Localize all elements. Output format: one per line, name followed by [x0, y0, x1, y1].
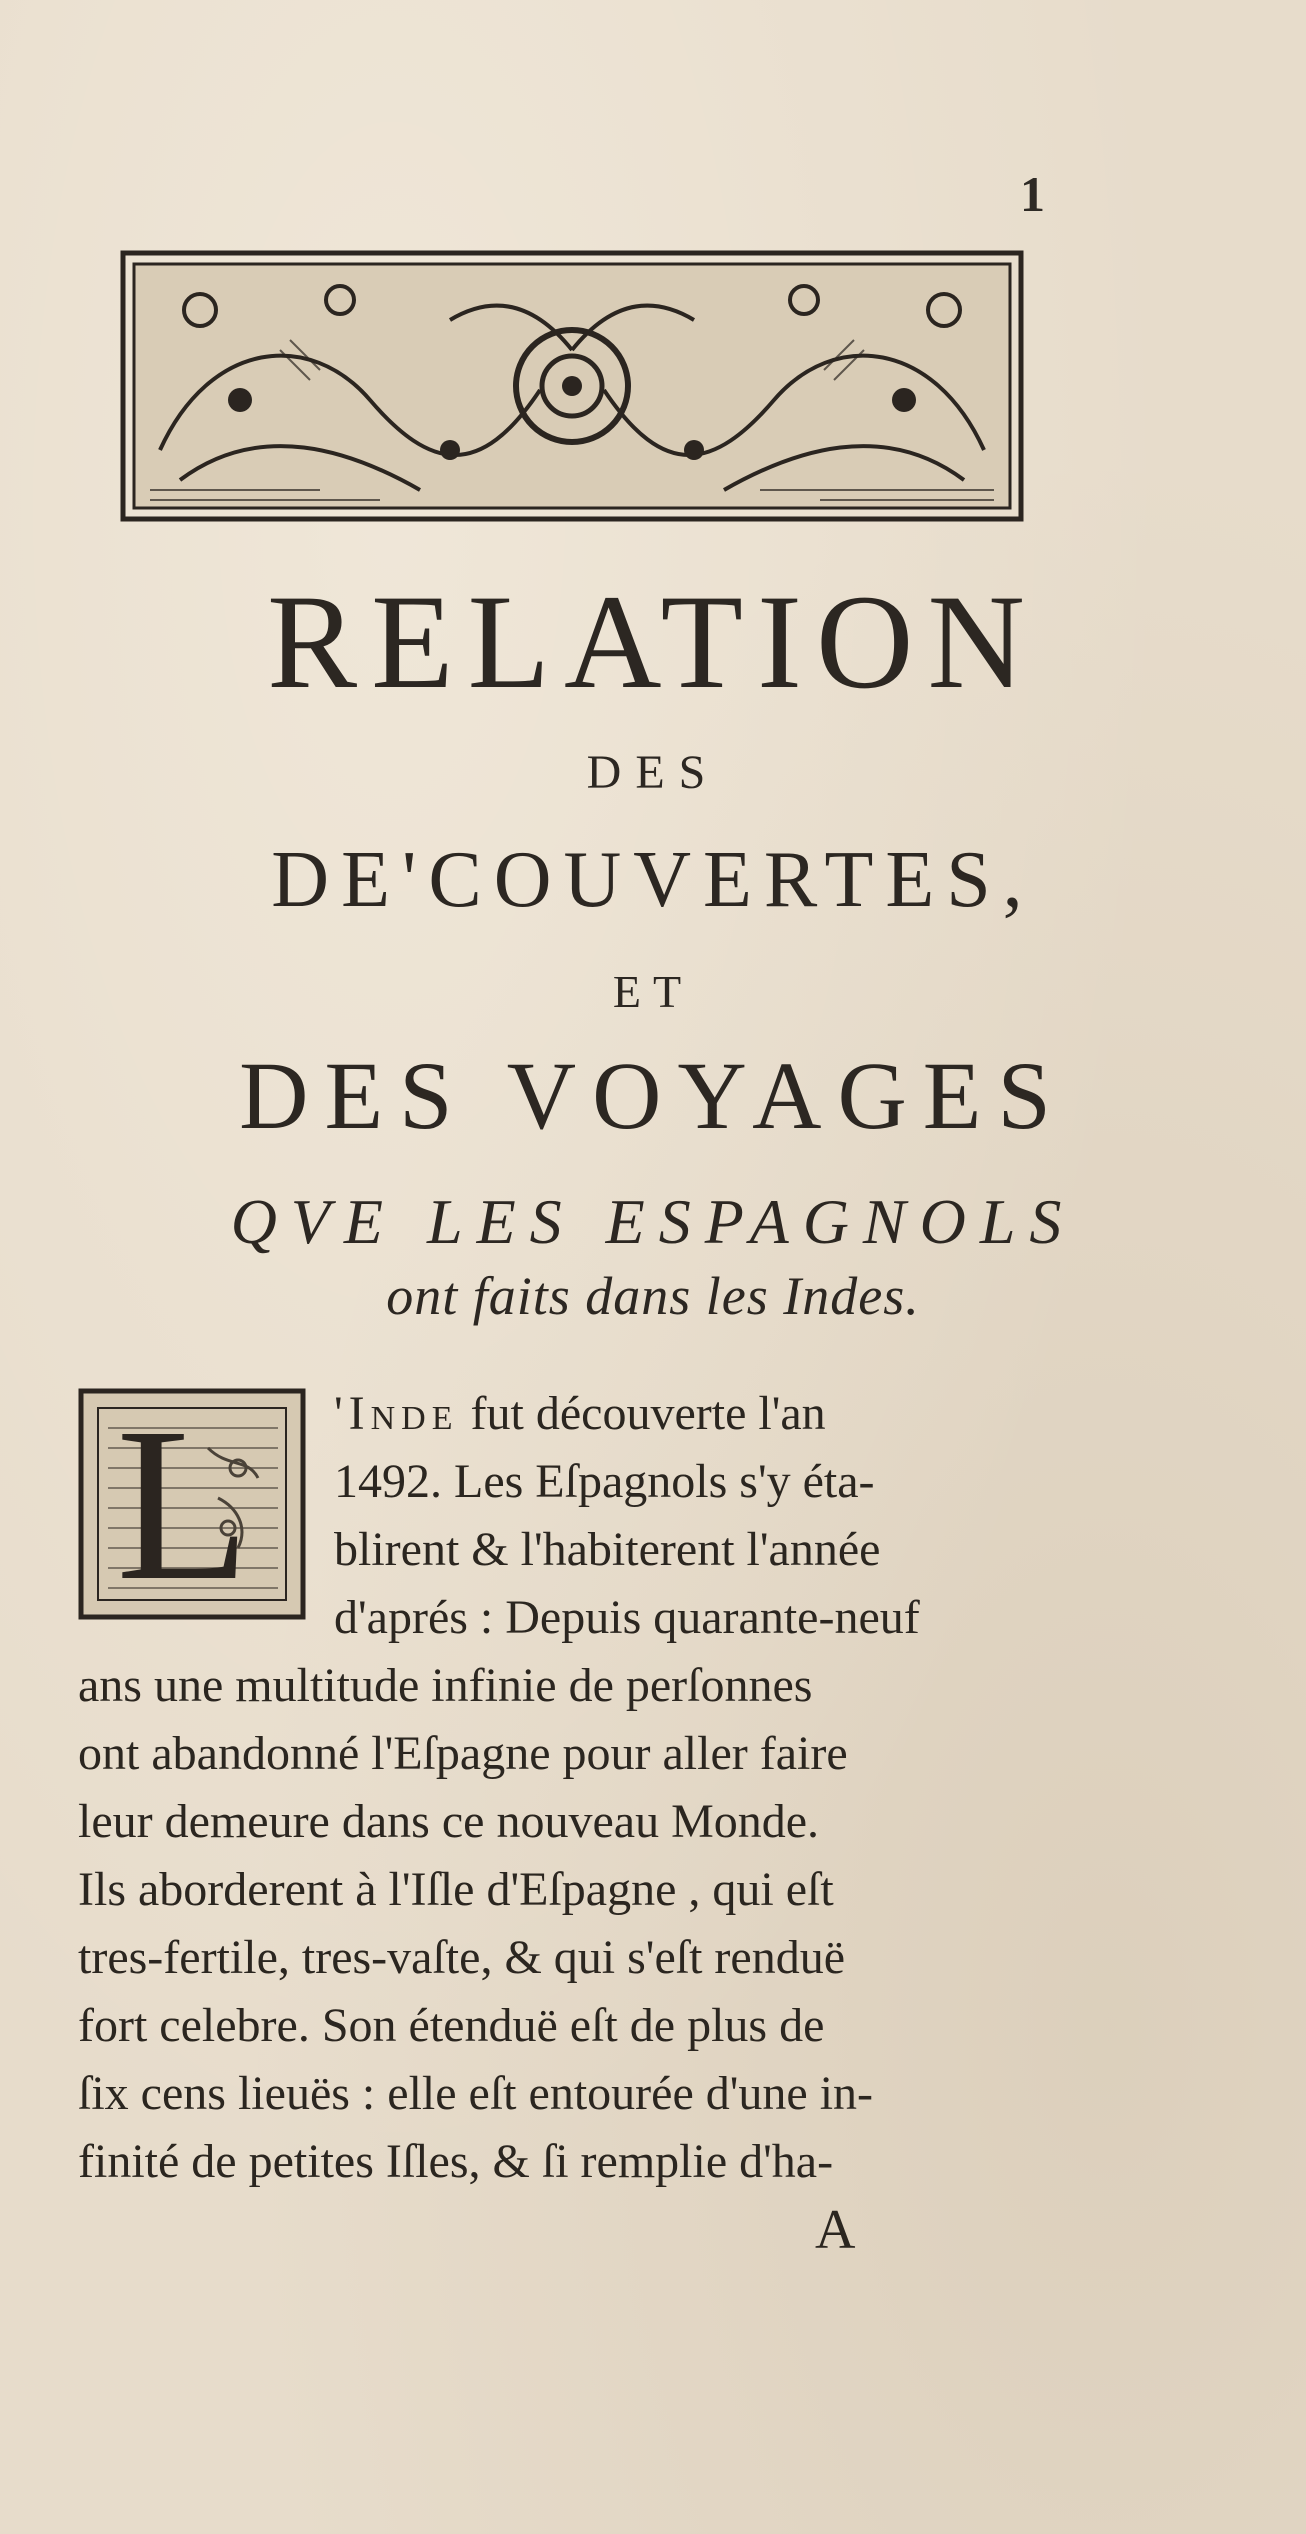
body-line-7: leur demeure dans ce nouveau Monde.	[78, 1795, 820, 1848]
title-que-les-espagnols: QVE LES ESPAGNOLS	[230, 1186, 1076, 1257]
title-decouvertes: DE'COUVERTES,	[271, 836, 1035, 924]
title-ont-faits: ont faits dans les Indes.	[386, 1266, 920, 1326]
title-relation: RELATION	[267, 568, 1039, 717]
body-first-word: 'Inde	[334, 1387, 459, 1440]
body-line-10: fort celebre. Son étenduë eſt de plus de	[78, 1999, 825, 2052]
body-line-11: ſix cens lieuës : elle eſt entourée d'une in-	[78, 2067, 874, 2120]
drop-cap	[78, 1382, 306, 1626]
drop-cap-letter: L	[116, 1382, 251, 1626]
body-line-4: d'aprés : Depuis quarante-neuf	[334, 1591, 920, 1644]
title-et: ET	[612, 966, 694, 1017]
body-line-1	[334, 1387, 826, 1440]
body-line-6: ont abandonné l'Eſpagne pour aller faire	[78, 1727, 848, 1780]
body-line-2: 1492. Les Eſpagnols s'y éta-	[334, 1455, 875, 1508]
headpiece-ornament	[120, 250, 1024, 522]
body-line-3: blirent & l'habiterent l'année	[334, 1523, 881, 1576]
body-line-9: tres-fertile, tres-vaſte, & qui s'eſt renduë	[78, 1931, 846, 1984]
body-line-8: Ils aborderent à l'Iſle d'Eſpagne , qui eſt	[78, 1863, 834, 1916]
catchword: A	[815, 2199, 856, 2261]
page-number: 1	[1020, 166, 1045, 222]
title-des: DES	[586, 746, 720, 799]
body-line-text: fut découverte l'an	[458, 1387, 826, 1440]
floral-ornament-icon	[120, 250, 1024, 522]
title-des-voyages: DES VOYAGES	[239, 1042, 1067, 1149]
body-line-12: finité de petites Iſles, & ſi remplie d'ha-	[78, 2135, 834, 2188]
body-line-5: ans une multitude infinie de perſonnes	[78, 1659, 813, 1712]
